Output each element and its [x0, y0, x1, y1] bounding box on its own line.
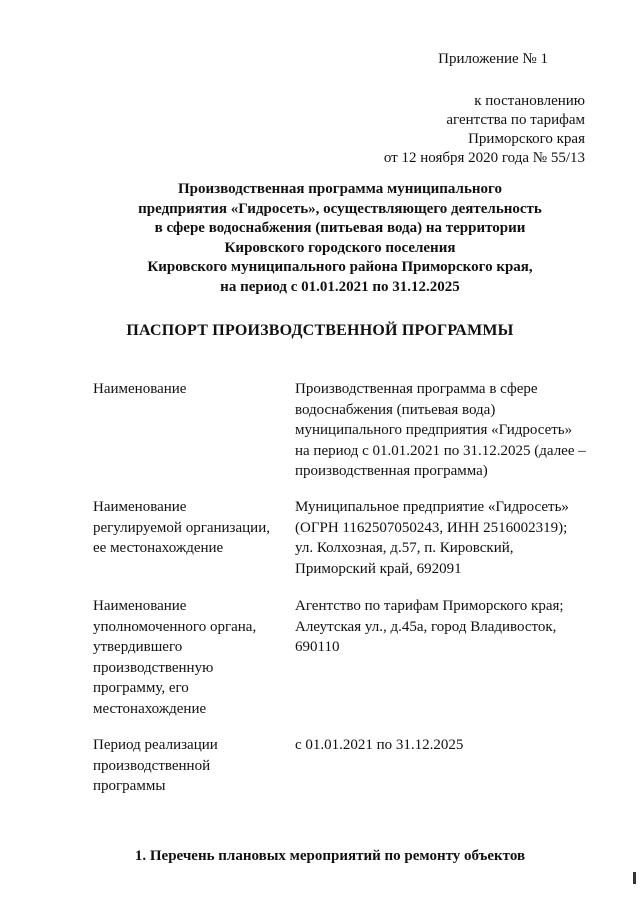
appendix-line: от 12 ноября 2020 года № 55/13	[383, 150, 585, 166]
value-line: муниципального предприятия «Гидросеть»	[295, 422, 573, 438]
label-line: Период реализации	[93, 737, 218, 753]
label-line: программы	[93, 778, 166, 794]
value-line: Муниципальное предприятие «Гидросеть»	[295, 499, 569, 515]
label-line: Наименование	[93, 598, 187, 614]
document-title	[120, 180, 560, 297]
title-line: Производственная программа муниципального	[178, 181, 502, 197]
value-line: Производственная программа в сфере	[295, 381, 538, 397]
row-label	[93, 596, 283, 719]
row-label	[93, 735, 283, 797]
label-line: регулируемой организации,	[93, 519, 270, 536]
row-value	[295, 596, 613, 658]
appendix-line: к постановлению	[474, 93, 585, 109]
label-line: местонахождение	[93, 700, 207, 717]
title-line: Кировского городского поселения	[224, 239, 456, 256]
title-line: Кировского муниципального района Приморского края,	[147, 259, 533, 275]
label-line: производственной	[93, 757, 211, 774]
passport-heading: ПАСПОРТ ПРОИЗВОДСТВЕННОЙ ПРОГРАММЫ	[126, 322, 514, 339]
row-value	[295, 497, 613, 579]
value-line: ул. Колхозная, д.57, п. Кировский,	[295, 540, 514, 556]
value-line: Приморский край, 692091	[295, 560, 462, 577]
row-value	[295, 735, 613, 756]
row-value	[295, 379, 613, 482]
appendix-line: Приморского края	[468, 131, 585, 147]
value-line: производственная программа)	[295, 463, 488, 479]
appendix-line: агентства по тарифам	[446, 112, 585, 128]
title-line: в сфере водоснабжения (питьевая вода) на территории	[154, 220, 526, 236]
value-line: водоснабжения (питьевая вода)	[295, 401, 496, 418]
scan-edge-mark	[633, 872, 636, 884]
row-label	[93, 379, 283, 400]
appendix-reference	[384, 92, 585, 168]
label-line: утвердившего	[93, 639, 183, 655]
value-line: Агентство по тарифам Приморского края;	[295, 598, 564, 614]
value-line: 690110	[295, 639, 340, 655]
label-line: производственную	[93, 659, 214, 676]
value-line: с 01.01.2021 по 31.12.2025	[295, 737, 464, 753]
appendix-label: Приложение № 1	[438, 51, 548, 67]
label-line: Наименование	[93, 499, 187, 515]
section-1-heading: 1. Перечень плановых мероприятий по ремонту объектов	[134, 848, 526, 864]
value-line: (ОГРН 1162507050243, ИНН 2516002319);	[295, 519, 568, 536]
label-line: программу, его	[93, 680, 189, 696]
label-line: ее местонахождение	[93, 540, 224, 556]
value-line: на период с 01.01.2021 по 31.12.2025 (далее –	[295, 442, 586, 459]
title-line: предприятия «Гидросеть», осуществляющего деятельность	[138, 200, 542, 217]
label-line: уполномоченного органа,	[93, 618, 257, 635]
title-line: на период с 01.01.2021 по 31.12.2025	[220, 278, 460, 295]
value-line: Алеутская ул., д.45а, город Владивосток,	[295, 618, 557, 635]
label-line: Наименование	[93, 381, 187, 397]
row-label	[93, 497, 283, 559]
